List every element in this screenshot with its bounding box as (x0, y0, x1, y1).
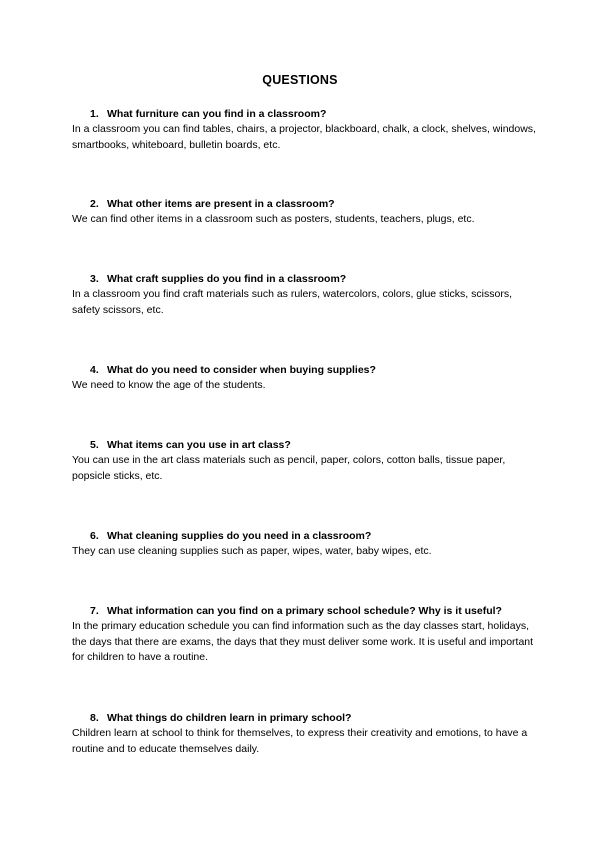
question-7 (72, 604, 542, 619)
question-number: 2. (90, 198, 99, 210)
qa-item-3 (72, 272, 542, 318)
qa-item-5 (72, 438, 542, 484)
answer-3: In a classroom you find craft materials such as rulers, watercolors, colors, glue sticks, scissors, safety scissors, etc. (72, 288, 512, 316)
question-5 (72, 438, 542, 453)
qa-item-6 (72, 529, 542, 560)
question-number: 3. (90, 273, 99, 285)
answer-5: You can use in the art class materials such as pencil, paper, colors, cotton balls, tissue paper, popsicle sticks, etc. (72, 454, 506, 482)
answer-7: In the primary education schedule you can find information such as the day classes start, holidays, the days that there are exams, the days that they must deliver some work. It is useful and important for children to have a routine. (72, 620, 534, 663)
qa-item-2 (72, 197, 542, 228)
question-number: 1. (90, 108, 99, 120)
question-6 (72, 529, 542, 544)
question-text: What do you need to consider when buying supplies? (107, 364, 376, 376)
question-number: 5. (90, 439, 99, 451)
qa-item-8 (72, 711, 542, 757)
answer-1: In a classroom you can find tables, chairs, a projector, blackboard, chalk, a clock, shelves, windows, smartbooks, whiteboard, bulletin boards, etc. (72, 123, 536, 151)
question-number: 8. (90, 712, 99, 724)
question-text: What things do children learn in primary school? (107, 712, 352, 724)
page-title: QUESTIONS (262, 73, 338, 87)
question-number: 4. (90, 364, 99, 376)
question-text: What other items are present in a classroom? (107, 198, 335, 210)
question-text: What information can you find on a primary school schedule? Why is it useful? (107, 605, 502, 617)
question-text: What cleaning supplies do you need in a classroom? (107, 530, 372, 542)
qa-item-4 (72, 363, 542, 394)
answer-8: Children learn at school to think for themselves, to express their creativity and emotions, to have a routine and to educate themselves daily. (72, 727, 528, 755)
question-4 (72, 363, 542, 378)
qa-item-1 (72, 107, 542, 153)
question-number: 7. (90, 605, 99, 617)
question-8 (72, 711, 542, 726)
question-3 (72, 272, 542, 287)
question-2 (72, 197, 542, 212)
question-text: What craft supplies do you find in a classroom? (107, 273, 347, 285)
answer-4: We need to know the age of the students. (72, 379, 266, 391)
question-text: What furniture can you find in a classroom? (107, 108, 327, 120)
answer-2: We can find other items in a classroom such as posters, students, teachers, plugs, etc. (72, 213, 475, 225)
question-number: 6. (90, 530, 99, 542)
question-1 (72, 107, 542, 122)
qa-item-7 (72, 604, 542, 666)
question-text: What items can you use in art class? (107, 439, 291, 451)
answer-6: They can use cleaning supplies such as paper, wipes, water, baby wipes, etc. (72, 545, 432, 557)
